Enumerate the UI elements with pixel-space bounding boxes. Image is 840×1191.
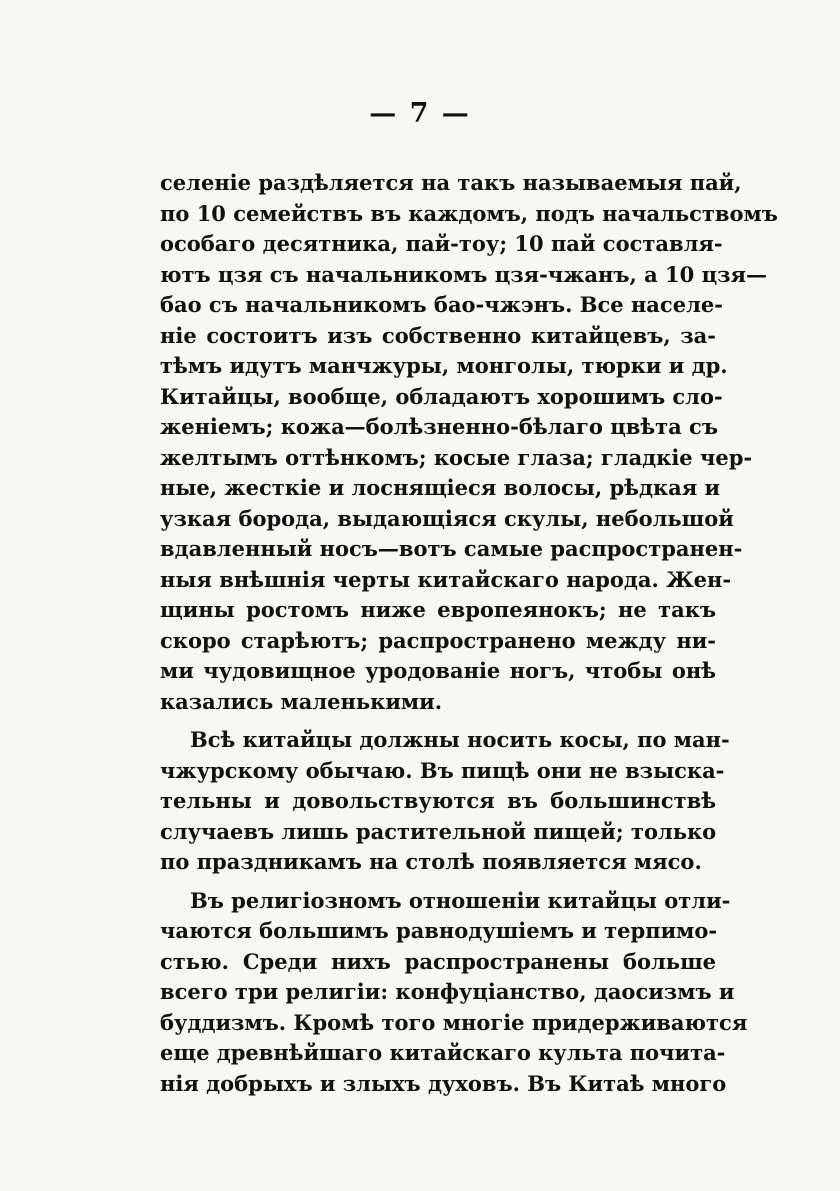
page-number: — 7 —	[369, 98, 471, 129]
text-line: бао съ начальникомъ бао-чжэнъ. Все населе-	[160, 292, 723, 317]
text-line: вдавленный носъ—вотъ самые распространен-	[160, 536, 743, 561]
text-line: чжурскому обычаю. Въ пищѣ они не взыска-	[160, 757, 725, 783]
paragraph-2	[160, 725, 730, 878]
text-line: всего три религiи: конфуцiанство, даосизмъ и	[160, 979, 735, 1004]
text-line: нiе состоитъ изъ собственно китайцевъ, за-	[160, 322, 716, 348]
text-line: Всѣ китайцы должны носить косы, по ман-	[190, 727, 730, 752]
text-line: щины ростомъ ниже европеянокъ; не такъ	[160, 597, 716, 622]
text-line: особаго десятника, пай-тоу; 10 пай составля-	[160, 231, 723, 256]
text-line: буддизмъ. Кромѣ того многiе придерживаются	[160, 1009, 748, 1035]
text-line: женiемъ; кожа—болѣзненно-бѣлаго цвѣта съ	[160, 414, 718, 439]
text-line: чаются большимъ равнодушiемъ и терпимо-	[160, 918, 718, 943]
text-line: скоро старѣютъ; распространено между ни-	[160, 627, 716, 653]
text-line: ютъ цзя съ начальникомъ цзя-чжанъ, а 10 цзя—	[160, 261, 768, 287]
text-line: по 10 семействъ въ каждомъ, подъ начальствомъ	[160, 200, 778, 226]
text-line: случаевъ лишь растительной пищей; только	[160, 818, 717, 844]
text-line: узкая борода, выдающiяся скулы, небольшой	[160, 505, 734, 531]
text-line: по праздникамъ на столѣ появляется мясо.	[160, 849, 702, 874]
text-line: тельны и довольствуются въ большинствѣ	[160, 788, 716, 813]
text-line: тѣмъ идутъ манчжуры, монголы, тюрки и др.	[160, 353, 728, 378]
paragraph-1	[160, 168, 778, 717]
text-line: еще древнѣйшаго китайскаго культа почита-	[160, 1040, 726, 1065]
text-line: казались маленькими.	[160, 688, 443, 714]
body-text	[160, 168, 778, 1099]
text-line: нiя добрыхъ и злыхъ духовъ. Въ Китаѣ много	[160, 1070, 727, 1096]
text-line: ныя внѣшнiя черты китайскаго народа. Жен-	[160, 566, 732, 592]
text-line: ные, жесткiе и лоснящiеся волосы, рѣдкая и	[160, 475, 721, 500]
text-line: стью. Среди нихъ распространены больше	[160, 948, 716, 974]
text-line: Китайцы, вообще, обладаютъ хорошимъ сло-	[160, 383, 723, 409]
text-line: Въ религiозномъ отношенiи китайцы отли-	[190, 887, 731, 913]
paragraph-3	[160, 886, 748, 1100]
text-line: ми чудовищное уродованiе ногъ, чтобы онѣ	[160, 658, 716, 683]
text-line: селенiе раздѣляется на такъ называемыя пай,	[160, 170, 742, 195]
text-line: желтымъ оттѣнкомъ; косые глаза; гладкiе чер-	[160, 444, 753, 470]
